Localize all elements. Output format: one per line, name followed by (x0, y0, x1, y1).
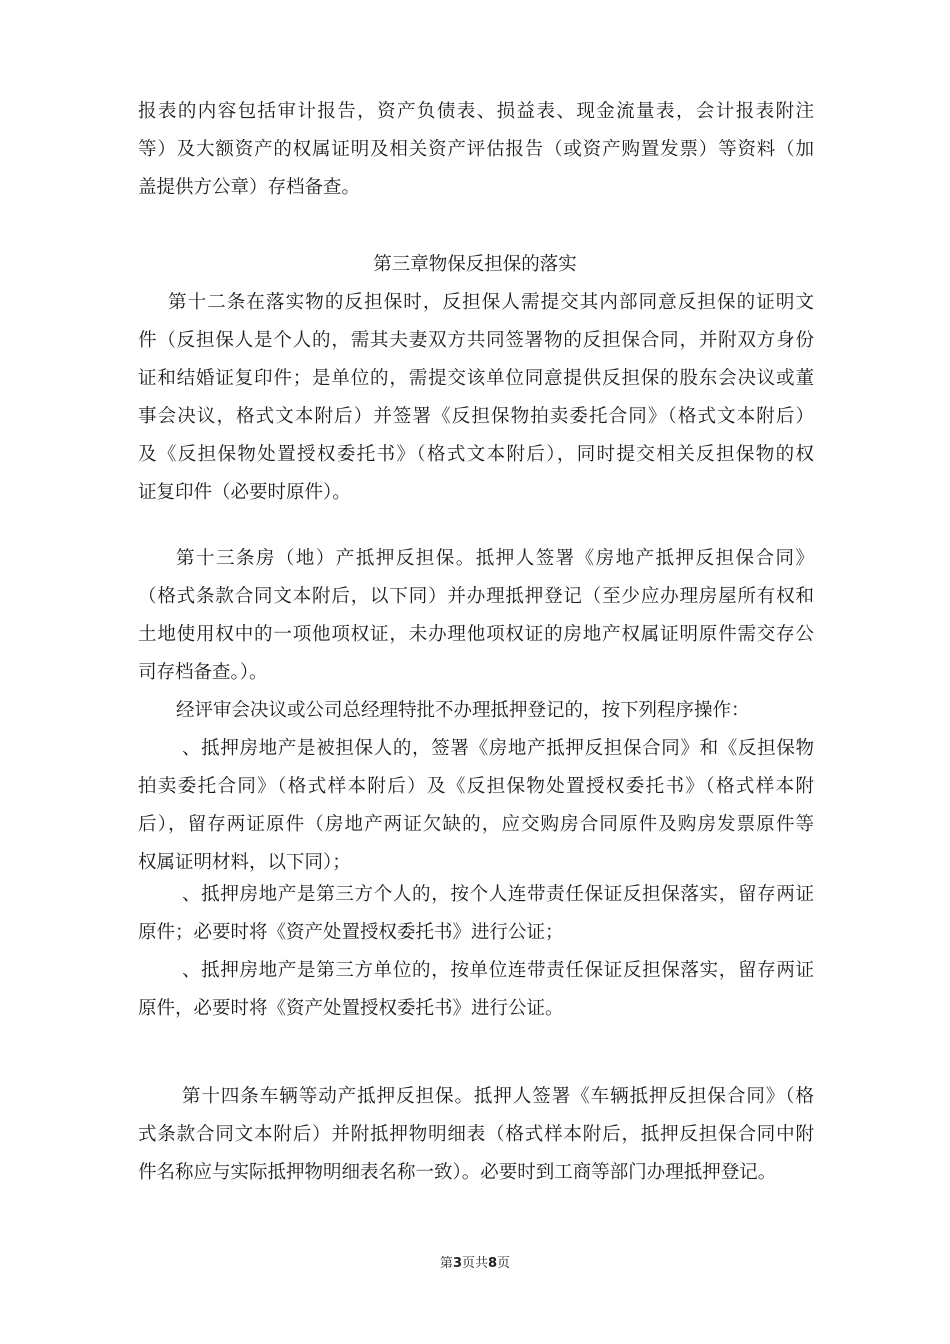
text-line: 证复印件（必要时原件）。 (138, 482, 351, 503)
text-line: 第十四条车辆等动产抵押反担保。抵押人签署《车辆抵押反担保合同》（格 (182, 1086, 814, 1107)
text-line: 第十三条房（地）产抵押反担保。抵押人签署《房地产抵押反担保合同》 (176, 548, 814, 569)
text-line: 盖提供方公章）存档备查。 (138, 177, 361, 198)
text-line: 后），留存两证原件（房地产两证欠缺的，应交购房合同原件及购房发票原件等 (138, 814, 814, 835)
procedure-item-1 (138, 730, 814, 882)
text-line: 原件，必要时将《资产处置授权委托书》进行公证。 (138, 998, 564, 1019)
text-line: 、抵押房地产是第三方个人的，按个人连带责任保证反担保落实，留存两证 (182, 884, 814, 905)
footer-suffix: 页 (497, 1256, 511, 1271)
footer-middle: 页共 (461, 1256, 488, 1271)
procedure-item-3 (138, 952, 814, 1028)
article-13 (138, 540, 814, 692)
text-line: 件名称应与实际抵押物明细表名称一致）。必要时到工商等部门办理抵押登记。 (138, 1162, 777, 1183)
total-pages: 8 (488, 1256, 498, 1271)
text-line: 权属证明材料，以下同）； (138, 852, 351, 873)
text-line: 报表的内容包括审计报告，资产负债表、损益表、现金流量表，会计报表附注 (138, 101, 814, 122)
intro-paragraph (138, 93, 814, 207)
text-line: 件（反担保人是个人的，需其夫妻双方共同签署物的反担保合同，并附双方身份 (138, 330, 814, 351)
text-line: 、抵押房地产是被担保人的，签署《房地产抵押反担保合同》和《反担保物 (182, 738, 814, 759)
article-12 (138, 284, 814, 512)
page-footer (0, 1254, 950, 1274)
text-line: 第十二条在落实物的反担保时，反担保人需提交其内部同意反担保的证明文 (168, 292, 814, 313)
procedure-intro (138, 692, 814, 730)
procedure-item-2 (138, 876, 814, 952)
text-line: （格式条款合同文本附后，以下同）并办理抵押登记（至少应办理房屋所有权和 (138, 586, 814, 607)
text-line: 原件；必要时将《资产处置授权委托书》进行公证； (138, 922, 564, 943)
text-line: 及《反担保物处置授权委托书》（格式文本附后），同时提交相关反担保物的权 (138, 444, 814, 465)
article-14 (138, 1078, 814, 1192)
text-line: 司存档备查。）。 (138, 662, 268, 683)
text-line: 拍卖委托合同》（格式样本附后）及《反担保物处置授权委托书》（格式样本附 (138, 776, 814, 797)
page-number: 3 (452, 1256, 462, 1271)
text-line: 式条款合同文本附后）并附抵押物明细表（格式样本附后，抵押反担保合同中附 (138, 1124, 814, 1145)
text-line: 、抵押房地产是第三方单位的，按单位连带责任保证反担保落实，留存两证 (182, 960, 814, 981)
text-line: 经评审会决议或公司总经理特批不办理抵押登记的，按下列程序操作： (176, 700, 750, 721)
text-line: 证和结婚证复印件；是单位的，需提交该单位同意提供反担保的股东会决议或董 (138, 368, 814, 389)
chapter-heading: 第三章物保反担保的落实 (373, 254, 577, 275)
text-line: 等）及大额资产的权属证明及相关资产评估报告（或资产购置发票）等资料（加 (138, 139, 814, 160)
text-line: 土地使用权中的一项他项权证，未办理他项权证的房地产权属证明原件需交存公 (138, 624, 814, 645)
footer-prefix: 第 (439, 1256, 453, 1271)
text-line: 事会决议，格式文本附后）并签署《反担保物拍卖委托合同》（格式文本附后） (138, 406, 814, 427)
